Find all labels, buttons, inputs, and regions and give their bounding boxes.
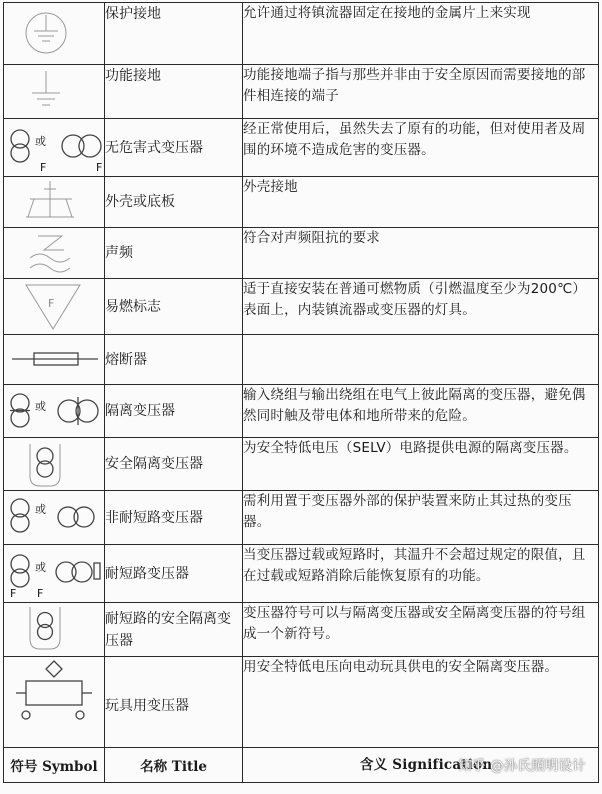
or-label: 或 [35,400,46,413]
table-footer [4,748,599,783]
table-row [4,228,599,279]
fuse-icon [4,335,105,385]
table-row [4,603,599,657]
f-label-left: F [40,161,47,174]
row-title: 耐短路变压器 [105,545,243,603]
table-row [4,119,599,177]
or-label: 或 [35,135,46,148]
table-row [4,385,599,438]
or-label: 或 [35,561,46,574]
non-short-circuit-proof-transformer-icon [4,491,105,545]
footer-meaning-label: 含义 Signification [360,756,493,773]
row-title: 玩具用变压器 [105,657,243,748]
toy-transformer-icon [4,657,105,748]
table-row [4,438,599,491]
row-title: 非耐短路变压器 [105,491,243,545]
watermark: 知乎 @孙氏照明设计 [458,758,586,774]
row-title: 耐短路的安全隔离变压器 [105,603,243,657]
row-description: 输入绕组与输出绕组在电气上彼此隔离的变压器，避免偶然同时触及带电体和地所带来的危险。 [243,385,599,438]
footer-symbol-label: 符号 Symbol [4,748,105,783]
row-title: 声频 [105,228,243,279]
flammable-f-label: F [48,297,55,310]
table-row [4,657,599,748]
row-description: 适于直接安装在普通可燃物质（引燃温度至少为200℃）表面上，内装镇流器或变压器的灯具。 [243,279,599,335]
footer-meaning-cell [243,748,599,783]
table-row [4,545,599,603]
row-description: 变压器符号可以与隔离变压器或安全隔离变压器的符号组成一个新符号。 [243,603,599,657]
row-title: 保护接地 [105,3,243,65]
row-description: 符合对声频阻抗的要求 [243,228,599,279]
short-circuit-proof-safety-transformer-icon [4,603,105,657]
table-row [4,177,599,228]
row-description: 允许通过将镇流器固定在接地的金属片上来实现 [243,3,599,65]
row-description: 为安全特低电压（SELV）电路提供电源的隔离变压器。 [243,438,599,491]
row-title: 隔离变压器 [105,385,243,438]
row-title: 易燃标志 [105,279,243,335]
row-description: 需利用置于变压器外部的保护装置来防止其过热的变压器。 [243,491,599,545]
row-description: 当变压器过载或短路时，其温升不会超过规定的限值，且在过载或短路消除后能恢复原有的功能。 [243,545,599,603]
row-title: 功能接地 [105,65,243,119]
or-label: 或 [35,503,46,516]
row-description: 外壳接地 [243,177,599,228]
f-label-left: F [10,587,17,600]
row-title: 无危害式变压器 [105,119,243,177]
row-description: 功能接地端子指与那些并非由于安全原因而需要接地的部件相连接的端子 [243,65,599,119]
row-description [243,335,599,385]
enclosure-ground-icon [4,177,105,228]
f-label-right: F [37,587,44,600]
audio-frequency-icon [4,228,105,279]
row-title: 安全隔离变压器 [105,438,243,491]
row-title: 熔断器 [105,335,243,385]
row-description: 用安全特低电压向电动玩具供电的安全隔离变压器。 [243,657,599,748]
safety-isolating-transformer-icon [4,438,105,491]
protective-earth-icon [4,3,105,65]
functional-earth-icon [4,65,105,119]
fail-safe-transformer-icon [4,119,105,177]
table-row [4,491,599,545]
f-label-right: F [96,161,103,174]
short-circuit-proof-transformer-icon [4,545,105,603]
table-row [4,335,599,385]
table-row [4,279,599,335]
row-title: 外壳或底板 [105,177,243,228]
footer-title-label: 名称 Title [105,748,243,783]
isolating-transformer-icon [4,385,105,438]
table-row [4,3,599,65]
row-description: 经正常使用后，虽然失去了原有的功能，但对使用者及周围的环境不造成危害的变压器。 [243,119,599,177]
symbol-table [3,2,599,783]
table-row [4,65,599,119]
flammable-mark-icon [4,279,105,335]
